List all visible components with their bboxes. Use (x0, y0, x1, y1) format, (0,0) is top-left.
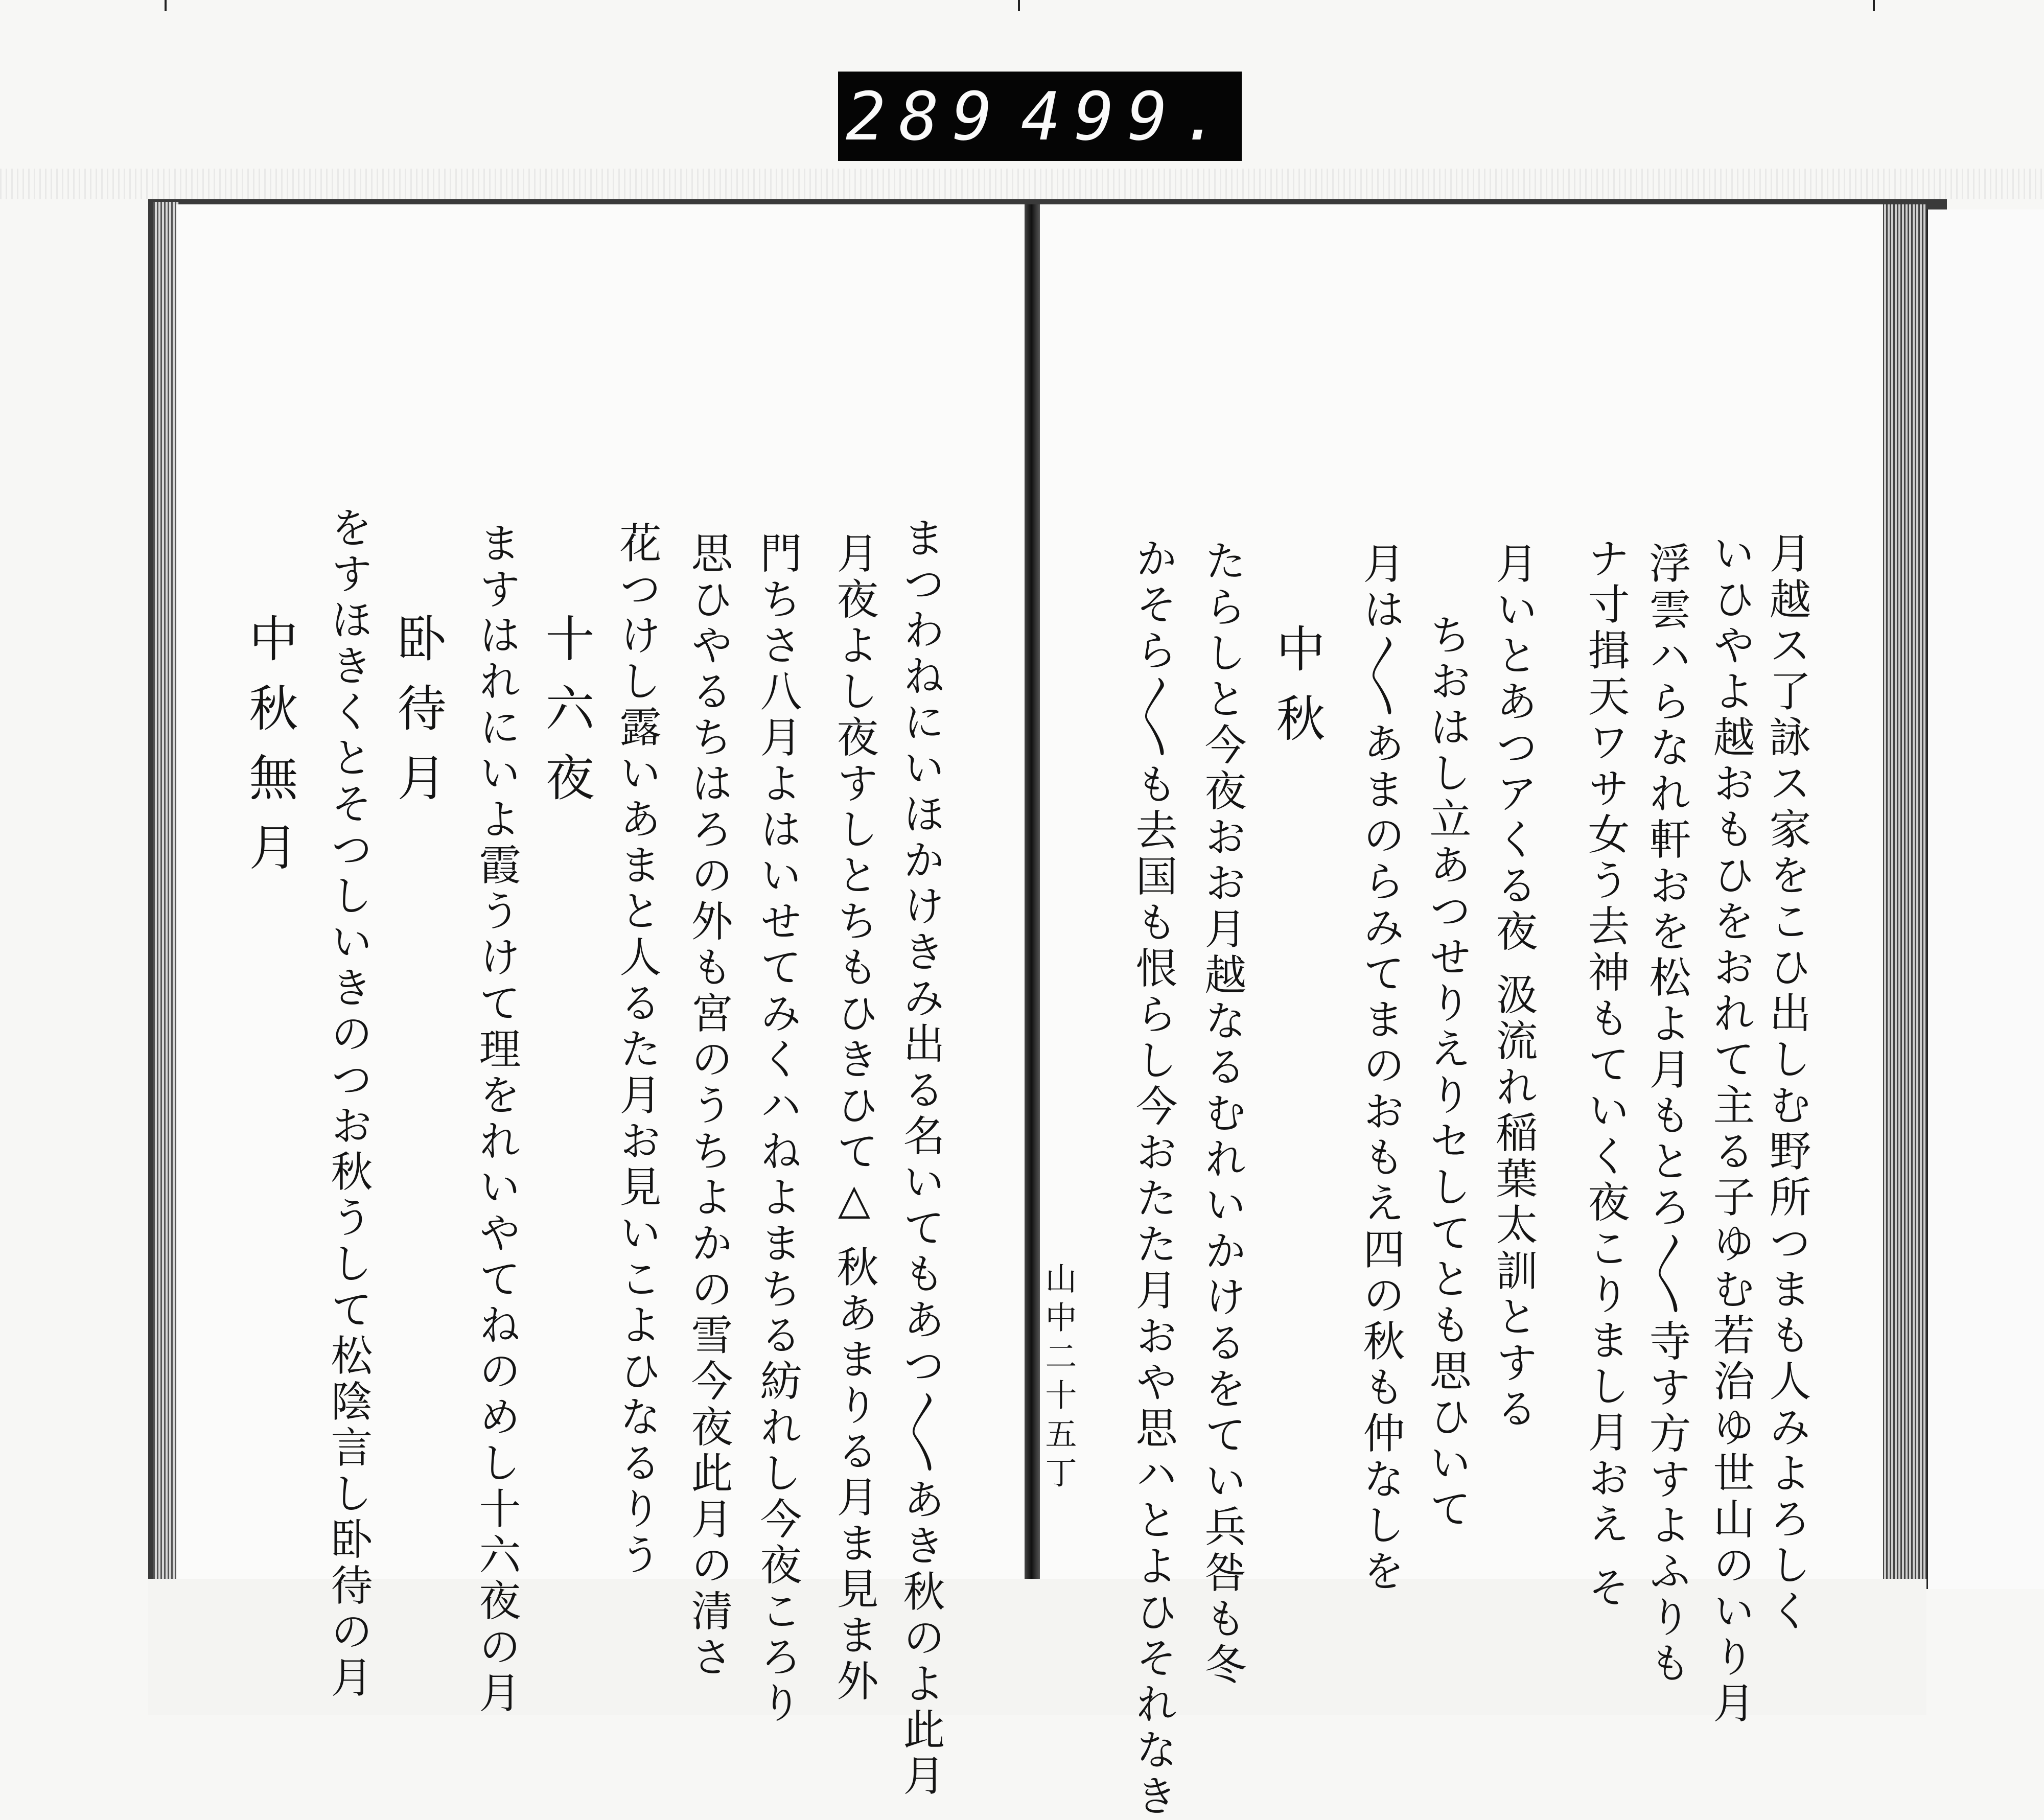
page-edges-right (1880, 204, 1926, 1594)
frame-counter-label (838, 72, 1242, 161)
scan-noise-band (0, 169, 2044, 199)
right-line-5: 月いとあつアくる夜 汲流れ稲葉太訓とする (1489, 542, 1538, 1433)
right-cover-board (1926, 209, 2044, 1589)
book-gutter (1025, 204, 1040, 1584)
left-line-4: 思ひやるちはろの外も宮のうちよかの雪今夜此月の清さ (684, 531, 733, 1681)
right-line-4: ナ寸揖天ワサ女う去神もていく夜こりまし月おえ そ (1581, 536, 1630, 1612)
left-heading-fushimachi: 卧待月 (389, 613, 447, 822)
folio-label: 山中二十五丁 (1040, 1262, 1077, 1495)
scan-tick (1018, 0, 1020, 11)
left-heading-chushu-mugetsu: 中秋無月 (241, 613, 298, 891)
left-line-1: まつわねにいほかけきみ出る名いてもあつ〳〵あき秋のよ此月 (896, 516, 945, 1800)
right-line-7: 月は〳〵あまのらみてまのおもえ四の秋も仲なしを (1356, 542, 1405, 1595)
scan-tick (1873, 0, 1875, 11)
right-line-6: ちおはし立あつせりえりセしてとも思ひいて (1423, 613, 1471, 1533)
counter-right: 499. (1020, 77, 1234, 155)
right-line-3: 浮雲ハらなれ軒おを松よ月もとろ〳〵寺す方すよふりも (1642, 542, 1691, 1687)
right-line-1: 月越ス了詠ス家をこひ出しむ野所つまも人みよろしく (1762, 531, 1811, 1635)
right-line-2: いひやよ越おもひをおれて主る子ゆむ若治ゆ世山のいり月 (1706, 531, 1755, 1727)
right-line-10: かそら〳〵も去国も恨らし今おたた月おや思ハとよひそれなき (1129, 536, 1177, 1820)
page-edges-left (153, 202, 179, 1592)
left-line-9: をすほきくとそつしいきのつお秋うして松陰言し卧待の月 (324, 506, 373, 1701)
left-line-5: 花つけし露いあまと人るた月お見いこよひなるりう (613, 521, 661, 1579)
left-line-7: ますはれにいよ霞うけて理をれいやてねのめし十六夜の月 (472, 521, 521, 1717)
right-line-9: たらしと今夜おお月越なるむれいかけるをてい兵咎も冬 (1198, 539, 1246, 1689)
counter-left: 289 (846, 77, 1006, 155)
left-line-3: 門ちさ八月よはいせてみくハねよまちる紡れし今夜ころり (753, 531, 802, 1727)
left-heading-izayoi: 十六夜 (538, 613, 595, 822)
left-line-2: 月夜よし夜すしとちもひきひて△ 秋あまりる月ま見ま外 (830, 531, 878, 1706)
scan-tick (165, 0, 167, 11)
right-heading-chushu: 中秋 (1268, 623, 1326, 762)
